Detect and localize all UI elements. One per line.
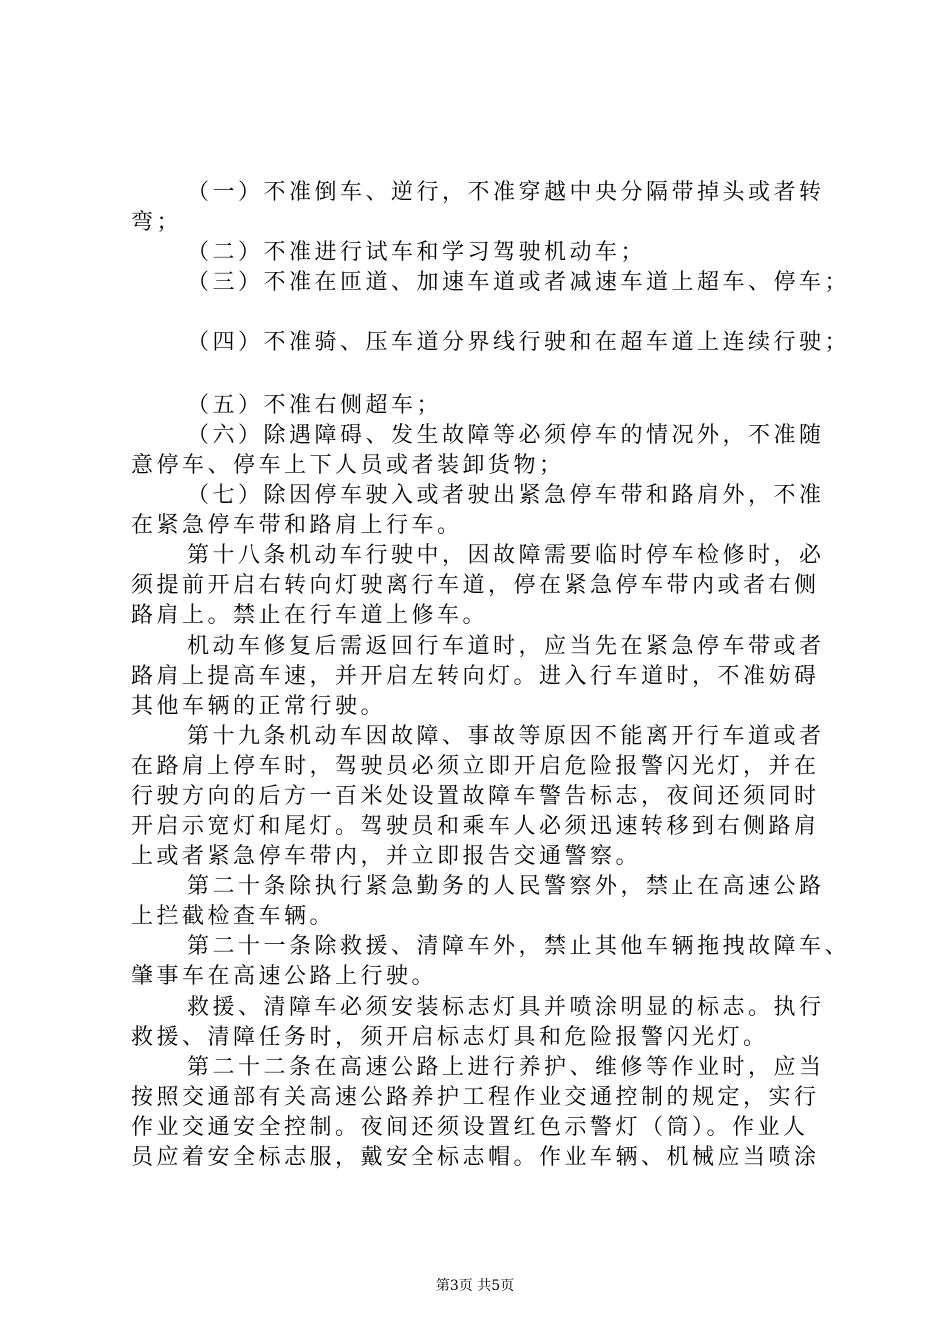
page-number-footer: 第3页 共5页	[435, 1278, 515, 1294]
text-line: 肇事车在高速公路上行驶。	[131, 964, 438, 989]
text-line: 第二十二条在高速公路上进行养护、维修等作业时，应当	[187, 1055, 825, 1080]
text-line: 路肩上。禁止在行车道上修车。	[131, 603, 489, 628]
text-line: 救援、清障车必须安装标志灯具并喷涂明显的标志。执行	[187, 995, 825, 1020]
text-line: 意停车、停车上下人员或者装卸货物；	[131, 453, 565, 478]
text-line: 在紧急停车带和路肩上行车。	[131, 513, 463, 538]
text-line: 救援、清障任务时，须开启标志灯具和危险报警闪光灯。	[131, 1025, 769, 1050]
text-line: 员应着安全标志服，戴安全标志帽。作业车辆、机械应当喷涂	[131, 1145, 820, 1170]
text-line: 其他车辆的正常行驶。	[131, 694, 387, 719]
text-line: 上拦截检查车辆。	[131, 904, 336, 929]
text-line: （七）除因停车驶入或者驶出紧急停车带和路肩外，不准	[187, 483, 825, 508]
text-line: （五）不准右侧超车；	[187, 393, 443, 418]
text-line: 第二十一条除救援、清障车外，禁止其他车辆拖拽故障车、	[187, 934, 851, 959]
text-line: 第二十条除执行紧急勤务的人民警察外，禁止在高速公路	[187, 874, 825, 899]
text-line: （二）不准进行试车和学习驾驶机动车；	[187, 240, 647, 265]
text-line: （一）不准倒车、逆行，不准穿越中央分隔带掉头或者转	[187, 180, 825, 205]
text-line: 第十八条机动车行驶中，因故障需要临时停车检修时，必	[187, 543, 825, 568]
text-line: 在路肩上停车时，驾驶员必须立即开启危险报警闪光灯，并在	[131, 754, 820, 779]
text-line: 上或者紧急停车带内，并立即报告交通警察。	[131, 844, 642, 869]
text-line: 机动车修复后需返回行车道时，应当先在紧急停车带或者	[187, 634, 825, 659]
text-line: （三）不准在匝道、加速车道或者减速车道上超车、停车；	[187, 270, 851, 295]
text-line: 路肩上提高车速，并开启左转向灯。进入行车道时，不准妨碍	[131, 664, 820, 689]
text-line: 第十九条机动车因故障、事故等原因不能离开行车道或者	[187, 724, 825, 749]
text-line: 行驶方向的后方一百米处设置故障车警告标志，夜间还须同时	[131, 784, 820, 809]
text-line: 开启示宽灯和尾灯。驾驶员和乘车人必须迅速转移到右侧路肩	[131, 814, 820, 839]
text-line: 弯；	[131, 210, 183, 235]
text-line: 作业交通安全控制。夜间还须设置红色示警灯（筒）。作业人	[131, 1115, 809, 1140]
text-line: （六）除遇障碍、发生故障等必须停车的情况外，不准随	[187, 423, 825, 448]
text-line: 须提前开启右转向灯驶离行车道，停在紧急停车带内或者右侧	[131, 573, 820, 598]
text-line: （四）不准骑、压车道分界线行驶和在超车道上连续行驶；	[187, 330, 851, 355]
text-line: 按照交通部有关高速公路养护工程作业交通控制的规定，实行	[131, 1085, 820, 1110]
